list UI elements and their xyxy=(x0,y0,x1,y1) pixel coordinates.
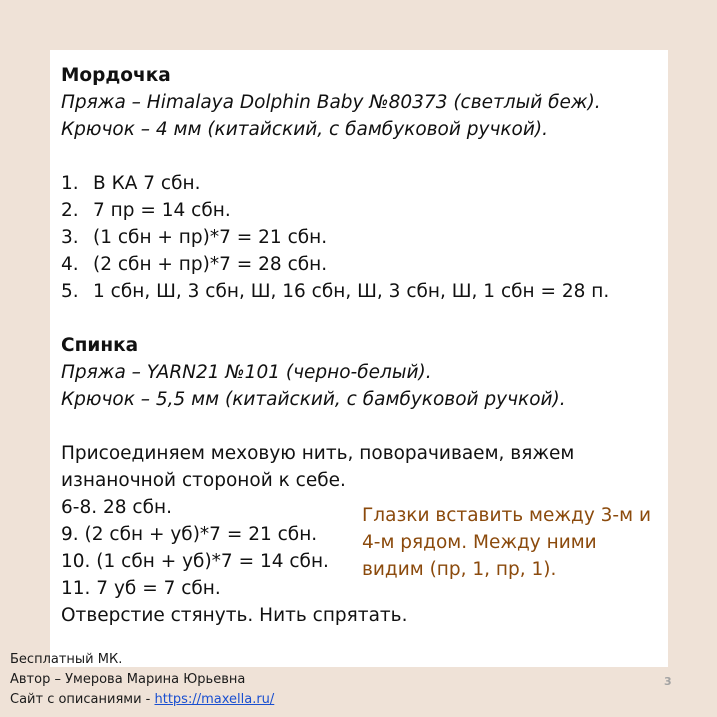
row-number: 4. xyxy=(61,254,79,275)
muzzle-yarn: Пряжа – Himalaya Dolphin Baby №80373 (светлый беж). xyxy=(61,92,601,113)
footer-site xyxy=(10,690,274,710)
row-number: 2. xyxy=(61,200,79,221)
back-row: 10. (1 сбн + уб)*7 = 14 сбн. xyxy=(61,551,329,572)
back-row: 9. (2 сбн + уб)*7 = 21 сбн. xyxy=(61,524,318,545)
eyes-note xyxy=(362,502,662,583)
eyes-note-line: видим (пр, 1, пр, 1). xyxy=(362,559,557,580)
page-number: 3 xyxy=(664,675,672,688)
back-intro-line: изнаночной стороной к себе. xyxy=(61,470,346,491)
footer xyxy=(10,650,274,710)
spacer xyxy=(61,413,661,440)
site-link[interactable]: https://maxella.ru/ xyxy=(154,692,275,707)
muzzle-row xyxy=(61,170,661,197)
footer-author: Автор – Умерова Марина Юрьевна xyxy=(10,672,246,687)
spacer xyxy=(61,305,661,332)
eyes-note-line: 4-м рядом. Между ними xyxy=(362,532,597,553)
back-intro-line: Присоединяем меховую нить, поворачиваем, вяжем xyxy=(61,443,575,464)
row-number: 1. xyxy=(61,173,79,194)
back-title: Спинка xyxy=(61,335,139,356)
spacer xyxy=(61,143,661,170)
muzzle-row xyxy=(61,278,661,305)
footer-site-label: Сайт с описаниями - xyxy=(10,692,155,707)
row-text: (2 сбн + пр)*7 = 28 сбн. xyxy=(93,254,328,275)
row-text: В КА 7 сбн. xyxy=(93,173,201,194)
row-text: (1 сбн + пр)*7 = 21 сбн. xyxy=(93,227,328,248)
muzzle-row xyxy=(61,224,661,251)
footer-free-mk: Бесплатный МК. xyxy=(10,652,123,667)
row-text: 7 пр = 14 сбн. xyxy=(93,200,231,221)
muzzle-title: Мордочка xyxy=(61,65,171,86)
row-text: 1 сбн, Ш, 3 сбн, Ш, 16 сбн, Ш, 3 сбн, Ш, 1 сбн = 28 п. xyxy=(93,281,610,302)
back-finish: Отверстие стянуть. Нить спрятать. xyxy=(61,605,408,626)
muzzle-row xyxy=(61,251,661,278)
back-row: 11. 7 уб = 7 сбн. xyxy=(61,578,221,599)
row-number: 3. xyxy=(61,227,79,248)
back-yarn: Пряжа – YARN21 №101 (черно-белый). xyxy=(61,362,432,383)
back-row: 6-8. 28 сбн. xyxy=(61,497,172,518)
muzzle-hook: Крючок – 4 мм (китайский, с бамбуковой ручкой). xyxy=(61,119,548,140)
eyes-note-line: Глазки вставить между 3-м и xyxy=(362,505,651,526)
muzzle-row xyxy=(61,197,661,224)
back-hook: Крючок – 5,5 мм (китайский, с бамбуковой ручкой). xyxy=(61,389,566,410)
muzzle-rows-list xyxy=(61,170,661,305)
row-number: 5. xyxy=(61,281,79,302)
